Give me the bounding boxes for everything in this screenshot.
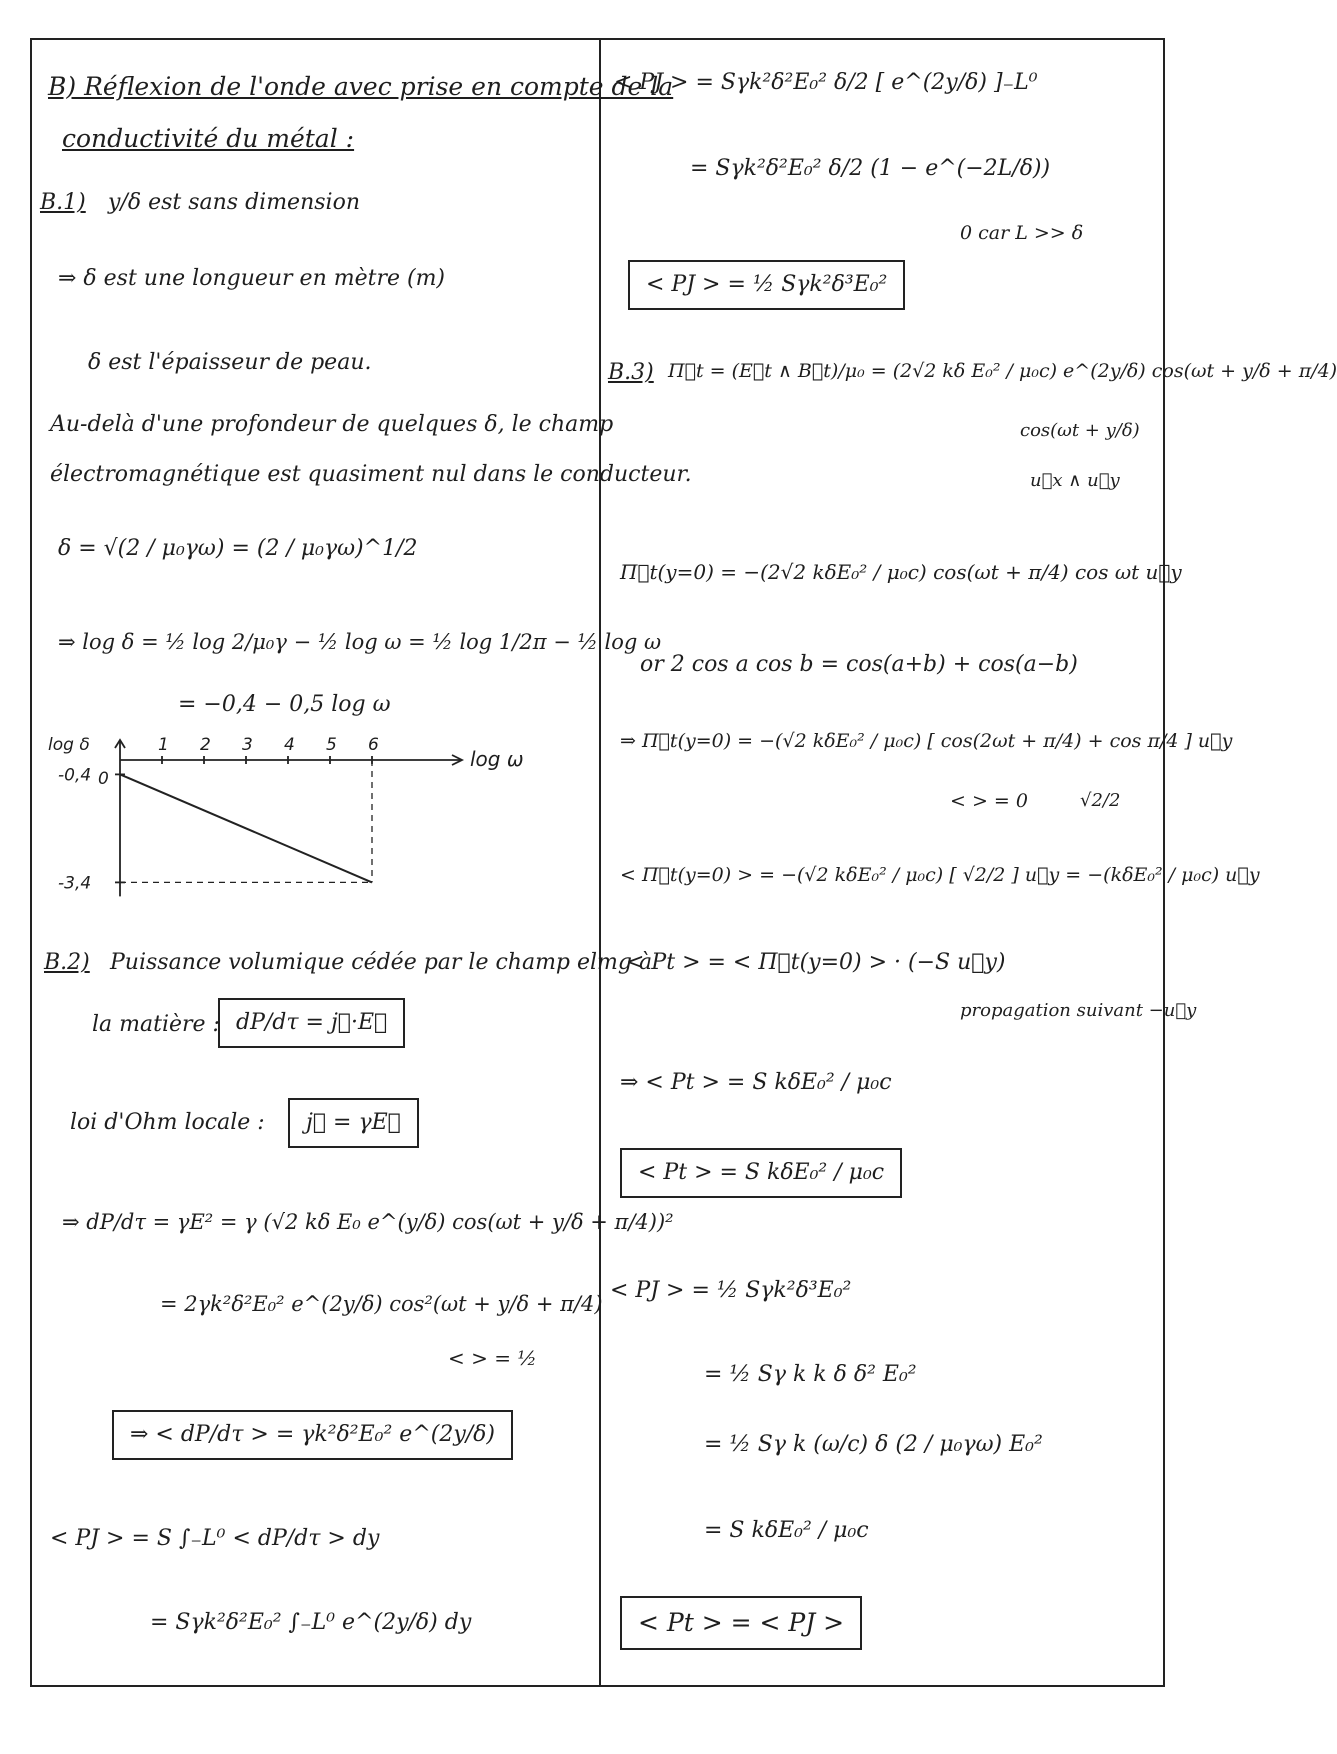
series-line [120, 774, 372, 882]
b3-boxed-transmitted-power: < Pt > = S kδE₀² / μ₀c [620, 1148, 902, 1198]
b3-joule-recall: < PJ > = ½ Sγk²δ³E₀² [610, 1278, 852, 1303]
b3-transmitted-power: < Pt > = < Π⃗t(y=0) > · (−S u⃗y) [626, 950, 1006, 975]
origin-label: 0 [98, 769, 109, 789]
b3-poynting-vector: Π⃗t = (E⃗t ∧ B⃗t)/μ₀ = (2√2 kδ E₀² / μ₀c) e^(2y/δ) cos(ωt + y/δ + π/4) [668, 360, 1337, 382]
x-tick-label: 3 [242, 735, 253, 755]
x-tick-label: 2 [200, 735, 211, 755]
r-joule-evaluated: = Sγk²δ²E₀² δ/2 (1 − e^(−2L/δ)) [690, 156, 1051, 181]
b3-poynting-expanded: ⇒ Π⃗t(y=0) = −(√2 kδE₀² / μ₀c) [ cos(2ωt + π/4) + cos π/4 ] u⃗y [620, 730, 1233, 752]
x-tick-label: 6 [368, 735, 379, 755]
b3-average-zero-note: < > = 0 [950, 790, 1028, 812]
x-tick-label: 5 [326, 735, 337, 755]
y-start-label: -0,4 [58, 765, 92, 786]
b2-power-squared: = 2γk²δ²E₀² e^(2y/δ) cos²(ωt + y/δ + π/4) [160, 1292, 603, 1316]
b2-joule-integral: < PJ > = S ∫₋L⁰ < dP/dτ > dy [50, 1526, 380, 1551]
b1-explanation-line2: électromagnétique est quasiment nul dans le conducteur. [50, 462, 692, 487]
log-delta-graph [40, 730, 540, 900]
b1-delta-formula: δ = √(2 / μ₀γω) = (2 / μ₀γω)^1/2 [58, 536, 418, 561]
b1-explanation-line1: Au-delà d'une profondeur de quelques δ, le champ [50, 412, 614, 437]
y-axis-label: log δ [48, 735, 90, 755]
x-tick-label: 1 [158, 735, 169, 755]
b2-joule-integral-expanded: = Sγk²δ²E₀² ∫₋L⁰ e^(2y/δ) dy [150, 1610, 472, 1635]
column-divider [599, 38, 601, 1687]
b3-poynting-at-surface: Π⃗t(y=0) = −(2√2 kδE₀² / μ₀c) cos(ωt + π/4) cos ωt u⃗y [620, 560, 1182, 584]
b2-boxed-average-power: ⇒ < dP/dτ > = γk²δ²E₀² e^(2y/δ) [112, 1410, 513, 1460]
b3-trig-identity: or 2 cos a cos b = cos(a+b) + cos(a−b) [640, 652, 1078, 677]
b3-label: B.3) [608, 360, 654, 385]
b3-propagation-note: propagation suivant −u⃗y [960, 1000, 1197, 1021]
b2-average-note: < > = ½ [448, 1346, 537, 1370]
r-joule-bracket: < PJ > = Sγk²δ²E₀² δ/2 [ e^(2y/δ) ]₋L⁰ [614, 70, 1038, 95]
r-boxed-joule-result: < PJ > = ½ Sγk²δ³E₀² [628, 260, 905, 310]
b3-boxed-conclusion: < Pt > = < PJ > [620, 1596, 862, 1650]
r-approximation-note: 0 car L >> δ [960, 222, 1084, 244]
b2-power-text: Puissance volumique cédée par le champ elmg à [110, 950, 653, 975]
b1-unit-text: ⇒ δ est une longueur en mètre (m) [58, 266, 446, 291]
b1-label: B.1) [40, 190, 86, 215]
b3-joule-simplified: = S kδE₀² / μ₀c [704, 1518, 869, 1543]
b2-boxed-power-density: dP/dτ = j⃗·E⃗ [218, 998, 405, 1048]
b1-dimension-text: y/δ est sans dimension [108, 190, 360, 215]
b2-matter-text: la matière : [92, 1012, 220, 1037]
b2-boxed-ohm-law: j⃗ = γE⃗ [288, 1098, 419, 1148]
section-title-continued: conductivité du métal : [62, 124, 355, 153]
b3-joule-substitution: = ½ Sγ k (ω/c) δ (2 / μ₀γω) E₀² [704, 1432, 1043, 1457]
b3-poynting-bfield-cos: cos(ωt + y/δ) [1020, 420, 1140, 441]
x-tick-label: 4 [284, 735, 295, 755]
b2-power-expansion: ⇒ dP/dτ = γE² = γ (√2 kδ E₀ e^(y/δ) cos(ωt + y/δ + π/4))² [62, 1210, 674, 1234]
b3-average-poynting: < Π⃗t(y=0) > = −(√2 kδE₀² / μ₀c) [ √2/2 ] u⃗y = −(kδE₀² / μ₀c) u⃗y [620, 864, 1260, 886]
b1-log-result: = −0,4 − 0,5 log ω [178, 692, 391, 717]
x-axis-label: log ω [470, 747, 524, 771]
b2-ohm-text: loi d'Ohm locale : [70, 1110, 265, 1135]
b3-root2-note: √2/2 [1080, 790, 1121, 811]
b2-label: B.2) [44, 950, 90, 975]
b3-transmitted-power-result: ⇒ < Pt > = S kδE₀² / μ₀c [620, 1070, 892, 1095]
b1-skin-depth-text: δ est l'épaisseur de peau. [88, 350, 372, 375]
b1-log-formula: ⇒ log δ = ½ log 2/μ₀γ − ½ log ω = ½ log 1/2π − ½ log ω [58, 630, 662, 654]
b3-poynting-cross-product: u⃗x ∧ u⃗y [1030, 470, 1120, 491]
section-title: B) Réflexion de l'onde avec prise en compte de la [48, 72, 674, 101]
b3-joule-split: = ½ Sγ k k δ δ² E₀² [704, 1362, 917, 1387]
y-end-label: -3,4 [58, 873, 92, 894]
